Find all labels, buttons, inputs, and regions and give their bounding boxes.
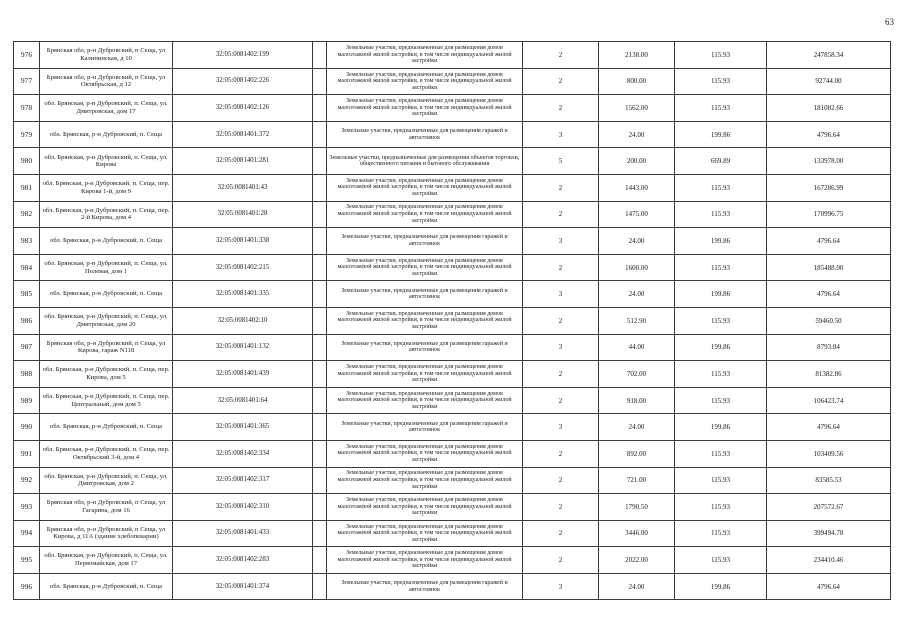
row-number: 990	[14, 414, 40, 441]
row-number: 979	[14, 121, 40, 148]
table-row	[14, 467, 891, 494]
row-number: 995	[14, 547, 40, 574]
cadastral-number-cell: 32:05:0081402:199	[173, 42, 313, 69]
address-cell: Брянская обл, р-н Дубровский, п Сеща, ул Гагарина, дом 16	[40, 494, 173, 521]
table-row	[14, 228, 891, 255]
area-cell: 44.00	[599, 334, 675, 361]
specific-value-cell: 115.93	[675, 95, 767, 122]
empty-cell	[313, 174, 327, 201]
specific-value-cell: 115.93	[675, 254, 767, 281]
cadastral-number-cell: 32:05:0081401:28	[173, 201, 313, 228]
empty-cell	[313, 387, 327, 414]
land-use-cell: Земельные участки, предназначенные для размещения домов малоэтажной жилой застройки, в том числе индивидуальной жилой застройки	[327, 520, 523, 547]
specific-value-cell: 115.93	[675, 307, 767, 334]
group-cell: 2	[523, 68, 599, 95]
cadastral-number-cell: 32:05:0081401:281	[173, 148, 313, 175]
land-use-cell: Земельные участки, предназначенные для размещения гаражей и автостоянок	[327, 228, 523, 255]
group-cell: 2	[523, 42, 599, 69]
empty-cell	[313, 95, 327, 122]
row-number: 991	[14, 440, 40, 467]
cadastral-number-cell: 32:05:0081401:365	[173, 414, 313, 441]
land-use-cell: Земельные участки, предназначенные для размещения домов малоэтажной жилой застройки, в том числе индивидуальной жилой застройки	[327, 440, 523, 467]
cadastral-value-cell: 170996.75	[767, 201, 891, 228]
table-row	[14, 42, 891, 69]
specific-value-cell: 115.93	[675, 467, 767, 494]
specific-value-cell: 115.93	[675, 440, 767, 467]
group-cell: 2	[523, 387, 599, 414]
empty-cell	[313, 148, 327, 175]
specific-value-cell: 199.86	[675, 228, 767, 255]
area-cell: 24.00	[599, 121, 675, 148]
empty-cell	[313, 520, 327, 547]
area-cell: 721.00	[599, 467, 675, 494]
area-cell: 2022.00	[599, 547, 675, 574]
land-use-cell: Земельные участки, предназначенные для размещения домов малоэтажной жилой застройки, в том числе индивидуальной жилой застройки	[327, 42, 523, 69]
table-row	[14, 254, 891, 281]
land-use-cell: Земельные участки, предназначенные для размещения домов малоэтажной жилой застройки, в том числе индивидуальной жилой застройки	[327, 95, 523, 122]
table-row	[14, 121, 891, 148]
cadastral-value-table	[13, 41, 891, 600]
empty-cell	[313, 121, 327, 148]
empty-cell	[313, 228, 327, 255]
cadastral-number-cell: 32:05:0081402:126	[173, 95, 313, 122]
specific-value-cell: 199.86	[675, 334, 767, 361]
specific-value-cell: 115.93	[675, 174, 767, 201]
table-row	[14, 281, 891, 308]
empty-cell	[313, 334, 327, 361]
specific-value-cell: 115.93	[675, 387, 767, 414]
area-cell: 1562.00	[599, 95, 675, 122]
table-row	[14, 361, 891, 388]
empty-cell	[313, 414, 327, 441]
row-number: 983	[14, 228, 40, 255]
address-cell: обл. Брянская, р-н Дубровский, п. Сеща, пер. Кирова, дом 5	[40, 361, 173, 388]
cadastral-number-cell: 32:05:0081401:64	[173, 387, 313, 414]
row-number: 994	[14, 520, 40, 547]
land-use-cell: Земельные участки, предназначенные для размещения домов малоэтажной жилой застройки, в том числе индивидуальной жилой застройки	[327, 254, 523, 281]
row-number: 989	[14, 387, 40, 414]
address-cell: обл. Брянская, р-н Дубровский, п. Сеща, ул. Первомайская, дом 17	[40, 547, 173, 574]
row-number: 977	[14, 68, 40, 95]
table-row	[14, 387, 891, 414]
group-cell: 3	[523, 573, 599, 600]
address-cell: обл. Брянская, р-н Дубровский, п. Сеща, ул. Дмитровская, дом 20	[40, 307, 173, 334]
area-cell: 24.00	[599, 573, 675, 600]
group-cell: 2	[523, 520, 599, 547]
table-row	[14, 95, 891, 122]
cadastral-value-cell: 4796.64	[767, 228, 891, 255]
land-use-cell: Земельные участки, предназначенные для размещения домов малоэтажной жилой застройки, в том числе индивидуальной жилой застройки	[327, 68, 523, 95]
area-cell: 3446.00	[599, 520, 675, 547]
table-row	[14, 174, 891, 201]
cadastral-value-cell: 8793.84	[767, 334, 891, 361]
land-use-cell: Земельные участки, предназначенные для размещения домов малоэтажной жилой застройки, в том числе индивидуальной жилой застройки	[327, 467, 523, 494]
table-row	[14, 307, 891, 334]
land-use-cell: Земельные участки, предназначенные для размещения домов малоэтажной жилой застройки, в том числе индивидуальной жилой застройки	[327, 494, 523, 521]
land-use-cell: Земельные участки, предназначенные для размещения домов малоэтажной жилой застройки, в том числе индивидуальной жилой застройки	[327, 387, 523, 414]
row-number: 981	[14, 174, 40, 201]
row-number: 985	[14, 281, 40, 308]
cadastral-value-cell: 399494.78	[767, 520, 891, 547]
group-cell: 2	[523, 307, 599, 334]
area-cell: 24.00	[599, 228, 675, 255]
area-cell: 1790.50	[599, 494, 675, 521]
address-cell: Брянская обл, р-н Дубровский, п Сеща, ул Кирова, д 11А (здание хлебопекарни)	[40, 520, 173, 547]
group-cell: 2	[523, 494, 599, 521]
specific-value-cell: 115.93	[675, 520, 767, 547]
area-cell: 1475.00	[599, 201, 675, 228]
cadastral-value-cell: 167286.99	[767, 174, 891, 201]
group-cell: 3	[523, 281, 599, 308]
address-cell: обл. Брянская, р-н Дубровский, п. Сеща, ул. Дмитровская, дом 17	[40, 95, 173, 122]
empty-cell	[313, 68, 327, 95]
row-number: 986	[14, 307, 40, 334]
empty-cell	[313, 254, 327, 281]
area-cell: 200.00	[599, 148, 675, 175]
table-row	[14, 573, 891, 600]
cadastral-number-cell: 32:05:0081401:439	[173, 361, 313, 388]
cadastral-number-cell: 32:05:0081401:43	[173, 174, 313, 201]
land-use-cell: Земельные участки, предназначенные для размещения гаражей и автостоянок	[327, 281, 523, 308]
address-cell: обл. Брянская, р-н Дубровский, п. Сеща, пер. 2-й Кирова, дом 4	[40, 201, 173, 228]
cadastral-value-cell: 106423.74	[767, 387, 891, 414]
address-cell: Брянская обл, р-н Дубровский, п Сеща, ул Калининская, д 10	[40, 42, 173, 69]
land-use-cell: Земельные участки, предназначенные для размещения домов малоэтажной жилой застройки, в том числе индивидуальной жилой застройки	[327, 547, 523, 574]
group-cell: 2	[523, 440, 599, 467]
land-use-cell: Земельные участки, предназначенные для размещения объектов торговли, общественного питания и бытового обслуживания	[327, 148, 523, 175]
land-use-cell: Земельные участки, предназначенные для размещения гаражей и автостоянок	[327, 121, 523, 148]
cadastral-value-cell: 207572.67	[767, 494, 891, 521]
land-use-cell: Земельные участки, предназначенные для размещения гаражей и автостоянок	[327, 573, 523, 600]
specific-value-cell: 199.86	[675, 281, 767, 308]
address-cell: обл. Брянская, р-н Дубровский, п. Сеща	[40, 121, 173, 148]
empty-cell	[313, 467, 327, 494]
group-cell: 2	[523, 254, 599, 281]
land-use-cell: Земельные участки, предназначенные для размещения гаражей и автостоянок	[327, 414, 523, 441]
cadastral-number-cell: 32:05:0081402:283	[173, 547, 313, 574]
group-cell: 2	[523, 361, 599, 388]
group-cell: 2	[523, 95, 599, 122]
address-cell: обл. Брянская, р-н Дубровский, п. Сеща, ул. Полевая, дом 1	[40, 254, 173, 281]
area-cell: 1600.00	[599, 254, 675, 281]
land-use-cell: Земельные участки, предназначенные для размещения домов малоэтажной жилой застройки, в том числе индивидуальной жилой застройки	[327, 201, 523, 228]
cadastral-value-cell: 83585.53	[767, 467, 891, 494]
cadastral-number-cell: 32:05:0081402:317	[173, 467, 313, 494]
area-cell: 800.00	[599, 68, 675, 95]
cadastral-number-cell: 32:05:0081402:226	[173, 68, 313, 95]
cadastral-value-cell: 4796.64	[767, 121, 891, 148]
area-cell: 512.90	[599, 307, 675, 334]
specific-value-cell: 199.86	[675, 121, 767, 148]
cadastral-value-cell: 81382.86	[767, 361, 891, 388]
cadastral-number-cell: 32:05:0081402:215	[173, 254, 313, 281]
table-row	[14, 414, 891, 441]
address-cell: обл. Брянская, р-н Дубровский, п. Сеща	[40, 228, 173, 255]
table-row	[14, 520, 891, 547]
row-number: 987	[14, 334, 40, 361]
land-use-cell: Земельные участки, предназначенные для размещения домов малоэтажной жилой застройки, в том числе индивидуальной жилой застройки	[327, 361, 523, 388]
row-number: 996	[14, 573, 40, 600]
cadastral-value-cell: 234410.46	[767, 547, 891, 574]
group-cell: 2	[523, 467, 599, 494]
table-row	[14, 547, 891, 574]
empty-cell	[313, 547, 327, 574]
cadastral-value-cell: 181082.66	[767, 95, 891, 122]
area-cell: 24.00	[599, 281, 675, 308]
table-row	[14, 334, 891, 361]
cadastral-value-cell: 59460.50	[767, 307, 891, 334]
area-cell: 1443.00	[599, 174, 675, 201]
specific-value-cell: 115.93	[675, 42, 767, 69]
cadastral-value-cell: 247858.34	[767, 42, 891, 69]
address-cell: обл. Брянская, р-н Дубровский, п. Сеща, пер. Центральный, дом дом 5	[40, 387, 173, 414]
empty-cell	[313, 440, 327, 467]
cadastral-number-cell: 32:05:0081402:310	[173, 494, 313, 521]
area-cell: 892.00	[599, 440, 675, 467]
cadastral-value-cell: 185488.00	[767, 254, 891, 281]
cadastral-value-cell: 92744.00	[767, 68, 891, 95]
land-use-cell: Земельные участки, предназначенные для размещения домов малоэтажной жилой застройки, в том числе индивидуальной жилой застройки	[327, 174, 523, 201]
specific-value-cell: 199.86	[675, 573, 767, 600]
cadastral-number-cell: 32:05:0081401:338	[173, 228, 313, 255]
row-number: 988	[14, 361, 40, 388]
group-cell: 3	[523, 414, 599, 441]
cadastral-number-cell: 32:05:0081401:372	[173, 121, 313, 148]
group-cell: 3	[523, 334, 599, 361]
table-row	[14, 201, 891, 228]
specific-value-cell: 115.93	[675, 361, 767, 388]
address-cell: обл. Брянская, р-н Дубровский, п. Сеща, пер. Октябрьский 3-й, дом 4	[40, 440, 173, 467]
row-number: 984	[14, 254, 40, 281]
cadastral-number-cell: 32:05:0081402:10	[173, 307, 313, 334]
cadastral-number-cell: 32:05:0081401:374	[173, 573, 313, 600]
row-number: 976	[14, 42, 40, 69]
cadastral-value-cell: 133978.00	[767, 148, 891, 175]
address-cell: обл. Брянская, р-н Дубровский, п. Сеща, ул. Кирова	[40, 148, 173, 175]
group-cell: 2	[523, 174, 599, 201]
specific-value-cell: 115.93	[675, 68, 767, 95]
empty-cell	[313, 361, 327, 388]
specific-value-cell: 199.86	[675, 414, 767, 441]
area-cell: 24.00	[599, 414, 675, 441]
cadastral-number-cell: 32:05:0081401:132	[173, 334, 313, 361]
address-cell: обл. Брянская, р-н Дубровский, п. Сеща	[40, 573, 173, 600]
group-cell: 3	[523, 121, 599, 148]
area-cell: 2138.00	[599, 42, 675, 69]
address-cell: обл. Брянская, р-н Дубровский, п. Сеща	[40, 414, 173, 441]
address-cell: обл. Брянская, р-н Дубровский, п. Сеща, ул. Дмитровская, дом 2	[40, 467, 173, 494]
row-number: 978	[14, 95, 40, 122]
cadastral-number-cell: 32:05:0081402:334	[173, 440, 313, 467]
table-row	[14, 440, 891, 467]
group-cell: 2	[523, 547, 599, 574]
specific-value-cell: 115.93	[675, 547, 767, 574]
row-number: 982	[14, 201, 40, 228]
empty-cell	[313, 573, 327, 600]
row-number: 992	[14, 467, 40, 494]
empty-cell	[313, 307, 327, 334]
area-cell: 918.00	[599, 387, 675, 414]
group-cell: 2	[523, 201, 599, 228]
cadastral-value-cell: 4796.64	[767, 281, 891, 308]
page-number: 63	[885, 17, 894, 27]
specific-value-cell: 115.93	[675, 201, 767, 228]
address-cell: обл. Брянская, р-н Дубровский, п. Сеща	[40, 281, 173, 308]
table-row	[14, 148, 891, 175]
land-use-cell: Земельные участки, предназначенные для размещения гаражей и автостоянок	[327, 334, 523, 361]
address-cell: Брянская обл, р-н Дубровский, п Сеща, ул Кирова, гараж N118	[40, 334, 173, 361]
address-cell: Брянская обл, р-н Дубровский, п Сеща, ул Октябрьская, д 12	[40, 68, 173, 95]
table-row	[14, 68, 891, 95]
cadastral-number-cell: 32:05:0081401:433	[173, 520, 313, 547]
area-cell: 702.00	[599, 361, 675, 388]
row-number: 980	[14, 148, 40, 175]
group-cell: 3	[523, 228, 599, 255]
cadastral-value-cell: 4796.64	[767, 573, 891, 600]
land-use-cell: Земельные участки, предназначенные для размещения домов малоэтажной жилой застройки, в том числе индивидуальной жилой застройки	[327, 307, 523, 334]
table-row	[14, 494, 891, 521]
cadastral-number-cell: 32:05:0081401:335	[173, 281, 313, 308]
empty-cell	[313, 42, 327, 69]
row-number: 993	[14, 494, 40, 521]
empty-cell	[313, 281, 327, 308]
empty-cell	[313, 201, 327, 228]
empty-cell	[313, 494, 327, 521]
address-cell: обл. Брянская, р-н Дубровский, п. Сеща, пер. Кирова 1-й, дом 9	[40, 174, 173, 201]
specific-value-cell: 115.93	[675, 494, 767, 521]
group-cell: 5	[523, 148, 599, 175]
cadastral-value-cell: 4796.64	[767, 414, 891, 441]
specific-value-cell: 669.89	[675, 148, 767, 175]
cadastral-value-cell: 103409.56	[767, 440, 891, 467]
